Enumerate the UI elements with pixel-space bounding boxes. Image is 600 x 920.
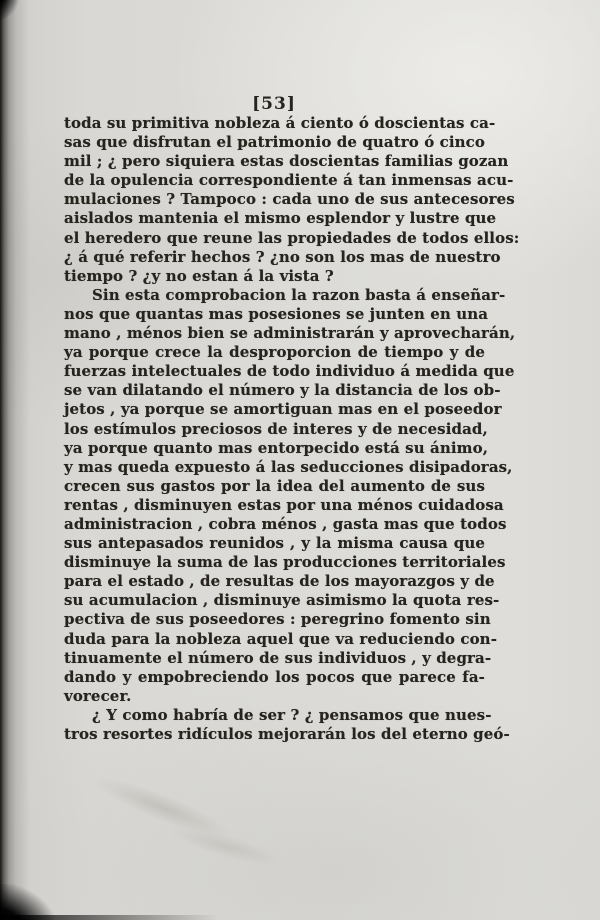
page-edge-shadow xyxy=(0,915,230,920)
text-line: se van dilatando el número y la distancia de los ob- xyxy=(64,381,501,400)
text-line: los estímulos preciosos de interes y de necesidad, xyxy=(64,419,488,438)
text-line: rentas , disminuyen estas por una ménos cuidadosa xyxy=(64,495,504,514)
text-line: tros resortes ridículos mejorarán los del eterno geó- xyxy=(64,725,510,743)
text-line: su acumulacion , disminuye asimismo la quota res- xyxy=(64,591,500,610)
text-line: fuerzas intelectuales de todo individuo á medida que xyxy=(64,362,515,381)
text-line: ¿ á qué referir hechos ? ¿no son los mas de nuestro xyxy=(64,247,501,266)
text-line: y mas queda expuesto á las seducciones disipadoras, xyxy=(64,457,513,476)
text-line: duda para la nobleza aquel que va reduciendo con- xyxy=(64,629,498,648)
page-corner-shadow xyxy=(0,0,20,22)
text-line: crecen sus gastos por la idea del aumento de sus xyxy=(64,476,485,495)
text-line: para el estado , de resultas de los mayorazgos y de xyxy=(64,572,495,591)
text-line: vorecer. xyxy=(64,686,132,705)
text-line: de la opulencia correspondiente á tan inmensas acu- xyxy=(64,171,514,190)
text-line: mano , ménos bien se administrarán y aprovecharán, xyxy=(64,324,516,343)
text-line: pectiva de sus poseedores : peregrino fomento sin xyxy=(64,610,491,629)
text-line: toda su primitiva nobleza á ciento ó doscientas ca- xyxy=(64,114,496,132)
text-line: tiempo ? ¿y no estan á la vista ? xyxy=(64,266,334,285)
text-line-paragraph-start: ¿ Y como habría de ser ? ¿ pensamos que nues- xyxy=(92,705,492,724)
text-line: administracion , cobra ménos , gasta mas que todos xyxy=(64,514,507,533)
text-line: mil ; ¿ pero siquiera estas doscientas familias gozan xyxy=(64,152,509,171)
text-line: sas que disfrutan el patrimonio de quatro ó cinco xyxy=(64,133,485,152)
text-line: ya porque crece la desproporcion de tiempo y de xyxy=(64,343,485,362)
text-line: sus antepasados reunidos , y la misma causa que xyxy=(64,534,485,553)
text-line: jetos , ya porque se amortiguan mas en el poseedor xyxy=(64,400,502,419)
body-text xyxy=(64,114,520,744)
text-line: el heredero que reune las propiedades de todos ellos: xyxy=(64,228,520,247)
text-line-paragraph-start: Sin esta comprobacion la razon basta á enseñar- xyxy=(92,285,506,304)
text-line: mulaciones ? Tampoco : cada uno de sus antecesores xyxy=(64,190,515,209)
text-line: nos que quantas mas posesiones se junten en una xyxy=(64,304,489,323)
text-line: dando y empobreciendo los pocos que parece fa- xyxy=(64,667,485,686)
page-number: [53] xyxy=(252,94,296,114)
binding-shadow xyxy=(0,0,30,920)
text-line: ya porque quanto mas entorpecido está su ánimo, xyxy=(64,438,489,457)
text-line: aislados mantenia el mismo esplendor y lustre que xyxy=(64,209,497,228)
text-line: disminuye la suma de las producciones territoriales xyxy=(64,553,506,572)
text-line: tinuamente el número de sus individuos , y degra- xyxy=(64,648,492,667)
